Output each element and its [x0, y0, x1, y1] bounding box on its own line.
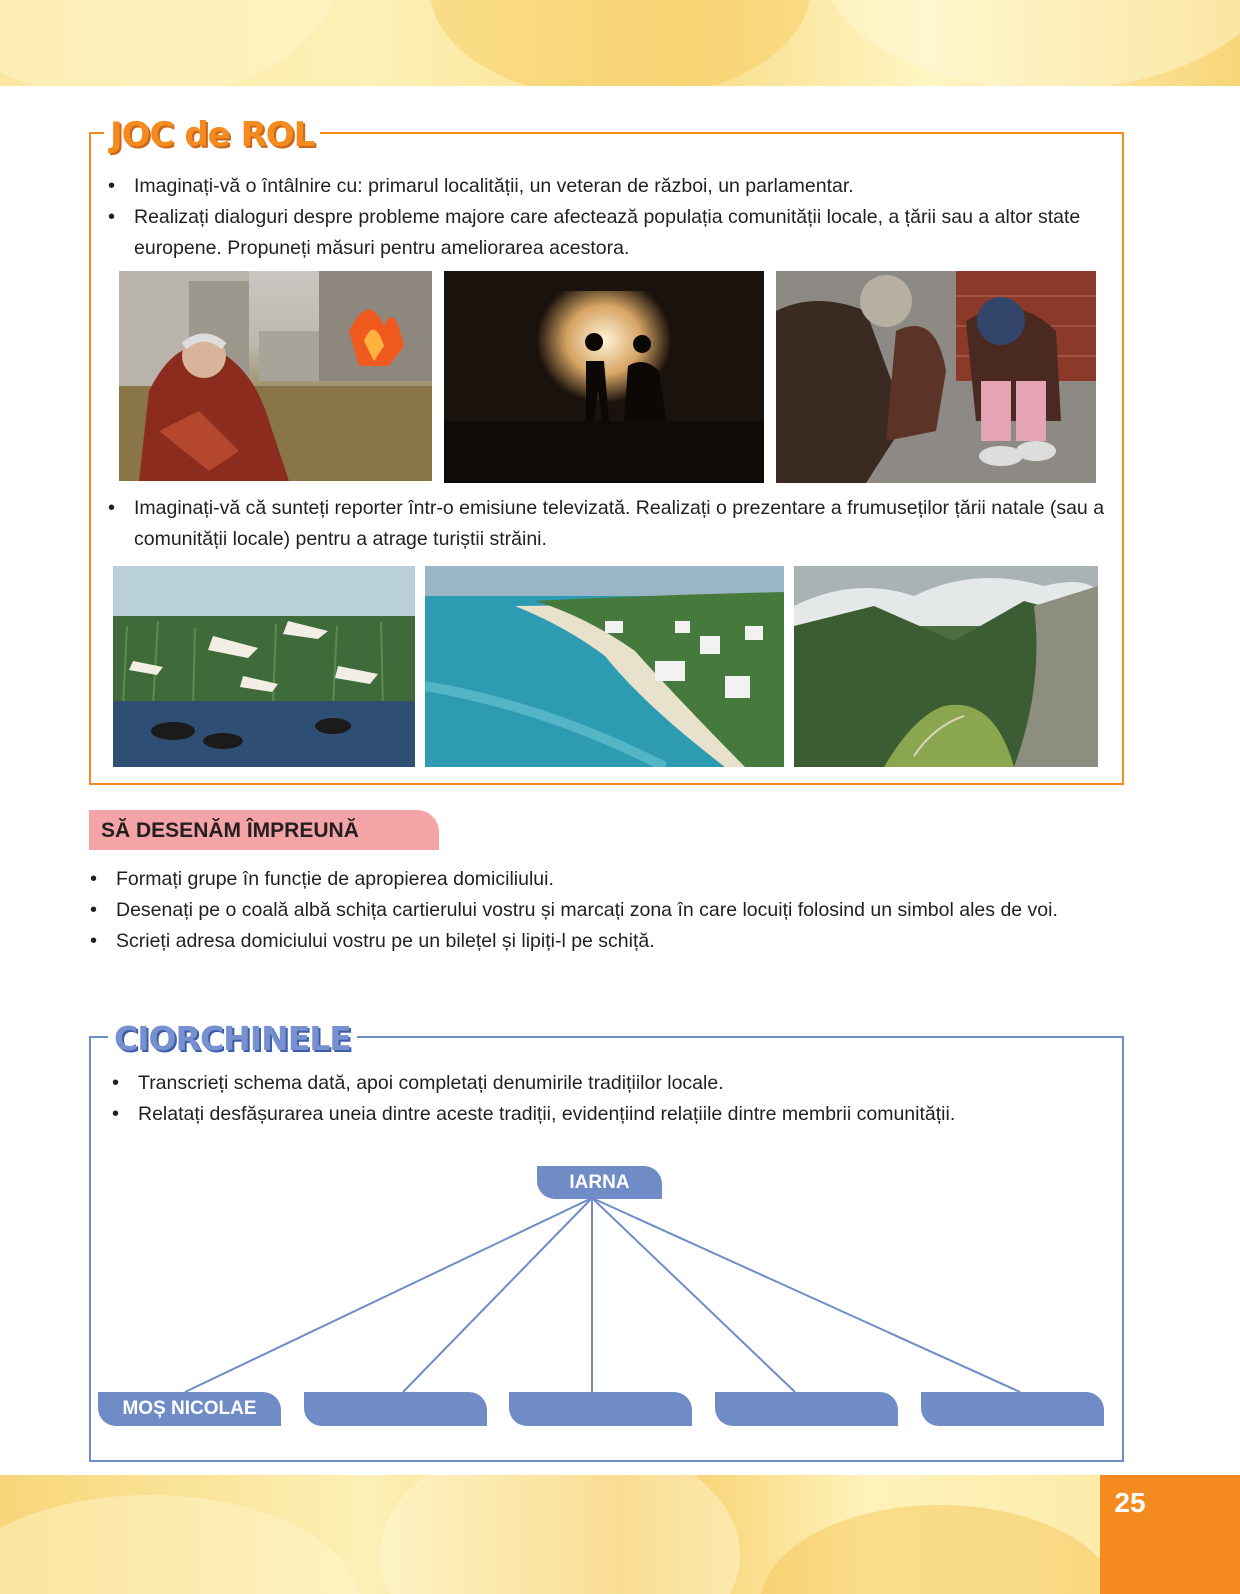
- list-item: • Relatați desfășurarea uneia dintre aceste tradiții, evidențiind relațiile dintre membrii comunității.: [106, 1099, 1116, 1130]
- ciorchinele-title: CIORCHINELE: [108, 1022, 357, 1055]
- list-item: • Transcrieți schema dată, apoi completați denumirile tradițiilor locale.: [106, 1068, 1116, 1099]
- list-item: • Realizați dialoguri despre probleme majore care afectează populația comunității locale, a țării sau a altor state europene. Propuneți măsuri pentru ameliorarea acestora.: [102, 202, 1112, 264]
- cluster-leaf-node-empty: [921, 1392, 1104, 1426]
- joc-de-rol-title: JOC de ROL: [104, 118, 320, 152]
- list-item: • Imaginați-vă o întâlnire cu: primarul localității, un veteran de război, un parlamentar.: [102, 171, 1112, 202]
- cluster-leaf-node: MOȘ NICOLAE: [98, 1392, 281, 1426]
- cluster-leaf-node-empty: [715, 1392, 898, 1426]
- sa-desenam-heading: SĂ DESENĂM ÎMPREUNĂ: [89, 810, 439, 850]
- list-item: • Scrieți adresa domiciului vostru pe un bilețel și lipiți-l pe schiță.: [84, 926, 1124, 957]
- list-item: • Formați grupe în funcție de apropierea domiciliului.: [84, 864, 1124, 895]
- page-number: 25: [1114, 1487, 1146, 1518]
- list-item: • Imaginați-vă că sunteți reporter într-o emisiune televizată. Realizați o prezentare a frumuseților țării natale (sau a comunității locale) pentru a atrage turiștii străini.: [102, 493, 1112, 555]
- list-item: • Desenați pe o coală albă schița cartierului vostru și marcați zona în care locuiți folosind un simbol ales de voi.: [84, 895, 1124, 926]
- cluster-leaf-node-empty: [509, 1392, 692, 1426]
- cluster-leaf-node-empty: [304, 1392, 487, 1426]
- cluster-root-node: IARNA: [537, 1166, 662, 1199]
